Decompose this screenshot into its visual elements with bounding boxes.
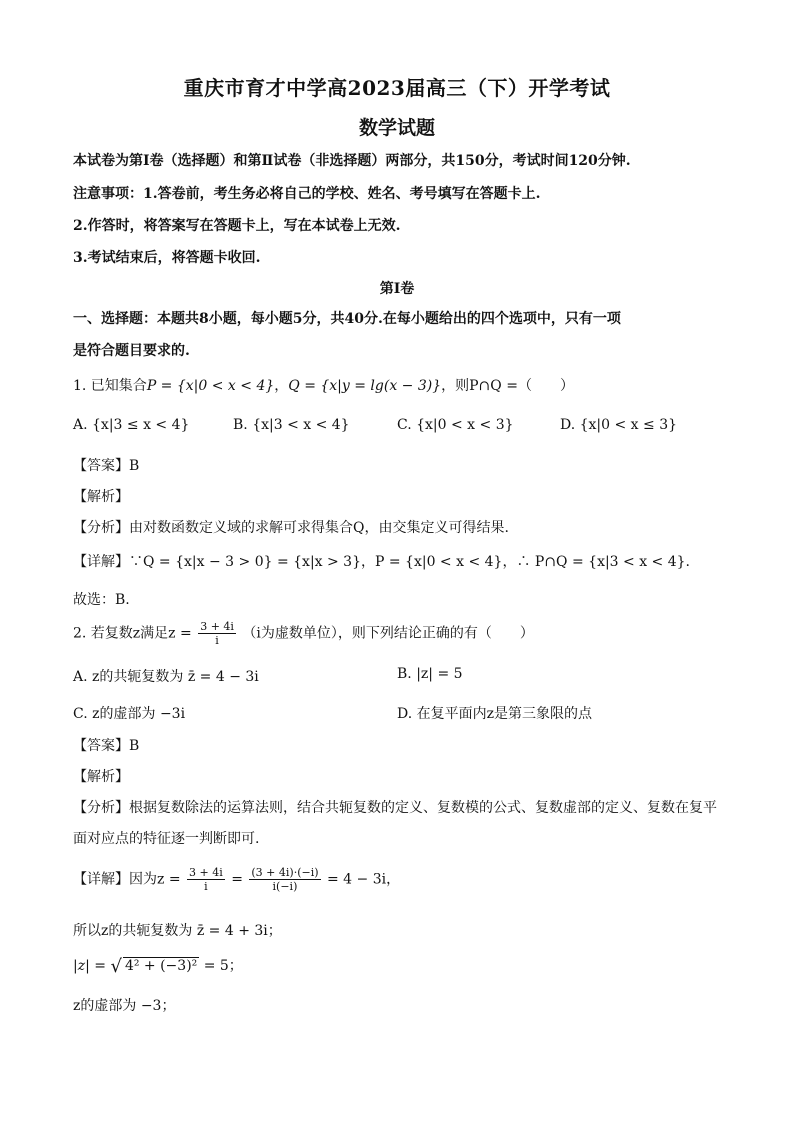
q2-modulus — [73, 955, 243, 977]
q1-analysis-label: 【解析】 — [73, 489, 129, 505]
q2-xiangjie — [73, 866, 400, 893]
q1-option-d: D. {x|0 < x ≤ 3} — [560, 417, 678, 433]
q1-xiangjie: 【详解】∵Q = {x|x − 3 > 0} = {x|x > 3}，P = {x|0 < x < 4}，∴ P∩Q = {x|3 < x < 4}. — [73, 554, 691, 570]
q2-xj-equals: = — [231, 871, 243, 888]
sqrt-icon: √ — [110, 956, 122, 977]
q1-answer: 【答案】B — [73, 458, 140, 474]
intro-line-3: 2.作答时，将答案写在答题卡上，写在本试卷上无效. — [73, 218, 401, 234]
q2-stem-a: 2. 若复数z满足z = — [73, 625, 192, 642]
q1-separator: ， — [274, 378, 289, 394]
q2-fenxi-line-2: 面对应点的特征逐一判断即可. — [73, 831, 260, 847]
q1-option-c: C. {x|0 < x < 3} — [397, 417, 514, 433]
q2-option-a: A. z的共轭复数为 z̄ = 4 − 3i — [73, 669, 259, 685]
part1-instruction-line-1: 一、选择题：本题共8小题，每小题5分，共40分.在每小题给出的四个选项中，只有一项 — [73, 311, 621, 327]
q2-option-d: D. 在复平面内z是第三象限的点 — [397, 706, 593, 722]
q2-answer: 【答案】B — [73, 738, 140, 754]
q2-xj-f1-denominator: i — [204, 880, 208, 893]
q1-stem-suffix: ，则P∩Q =（ ） — [441, 378, 574, 394]
q2-xj-f2-numerator: (3 + 4i)·(−i) — [251, 866, 319, 879]
q2-option-c: C. z的虚部为 −3i — [73, 706, 186, 722]
q1-option-b: B. {x|3 < x < 4} — [233, 417, 350, 433]
exam-title: 重庆市育才中学高2023届高三（下）开学考试 — [183, 76, 611, 100]
q2-mod-radicand: 4² + (−3)² — [124, 958, 198, 974]
q2-mod-suffix: = 5； — [203, 958, 243, 974]
q2-conjugate: 所以z的共轭复数为 z̄ = 4 + 3i； — [73, 923, 282, 939]
q2-imaginary-part: z的虚部为 −3； — [73, 998, 176, 1014]
q2-analysis-label: 【解析】 — [73, 769, 129, 785]
q2-xj-fraction-2 — [249, 866, 320, 893]
q2-xj-prefix: 【详解】因为z = — [73, 871, 181, 888]
intro-line-2: 注意事项：1.答卷前，考生务必将自己的学校、姓名、考号填写在答题卡上. — [73, 186, 541, 202]
q2-stem-fraction — [198, 620, 236, 647]
q1-option-a: A. {x|3 ≤ x < 4} — [73, 417, 190, 433]
intro-line-4: 3.考试结束后，将答题卡收回. — [73, 250, 261, 266]
q1-conclusion: 故选：B. — [73, 592, 130, 608]
q1-fenxi: 【分析】由对数函数定义域的求解可求得集合Q，由交集定义可得结果. — [73, 520, 509, 536]
q2-stem — [73, 620, 534, 647]
q1-stem — [73, 375, 574, 395]
intro-line-1: 本试卷为第Ⅰ卷（选择题）和第Ⅱ试卷（非选择题）两部分，共150分，考试时间120分钟. — [73, 153, 631, 169]
q2-option-b: B. |z| = 5 — [397, 666, 463, 682]
q1-set-q: Q = {x|y = lg(x − 3)} — [288, 378, 442, 394]
section-heading: 第Ⅰ卷 — [379, 281, 415, 297]
q2-stem-b: （i为虚数单位），则下列结论正确的有（ ） — [242, 625, 534, 642]
q1-set-p: P = {x|0 < x < 4} — [146, 378, 275, 394]
q2-xj-suffix: = 4 − 3i， — [326, 871, 401, 888]
exam-subtitle: 数学试题 — [358, 117, 435, 139]
part1-instruction-line-2: 是符合题目要求的. — [73, 343, 190, 359]
q2-fenxi-line-1: 【分析】根据复数除法的运算法则，结合共轭复数的定义、复数模的公式、复数虚部的定义、复数在复平 — [73, 800, 717, 816]
q2-xj-f1-numerator: 3 + 4i — [189, 866, 223, 879]
q2-mod-prefix: |z| = — [73, 958, 106, 974]
q2-xj-fraction-1 — [187, 866, 225, 893]
q2-xj-f2-denominator: i(−i) — [272, 880, 298, 893]
q2-frac-numerator: 3 + 4i — [200, 620, 234, 633]
q2-frac-denominator: i — [215, 634, 219, 647]
q1-stem-prefix: 1. 已知集合 — [73, 378, 147, 394]
